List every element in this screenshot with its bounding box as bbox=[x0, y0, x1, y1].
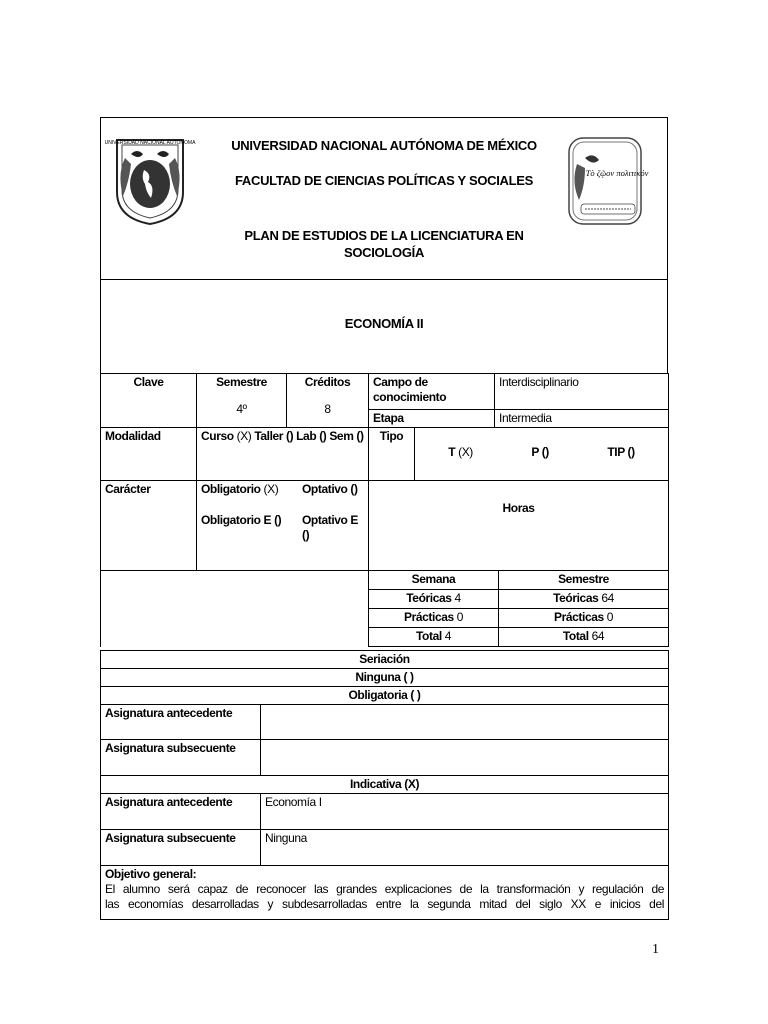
campo-label: Campo de conocimiento bbox=[369, 374, 495, 410]
etapa-value: Intermedia bbox=[495, 410, 669, 428]
semestre-label: Semestre bbox=[216, 375, 267, 389]
obl-subsecuente-value bbox=[261, 740, 669, 776]
course-info-table bbox=[100, 373, 669, 571]
ind-antecedente-value: Economía I bbox=[261, 794, 669, 830]
caracter-label: Carácter bbox=[101, 481, 197, 571]
plan-title-line2: SOCIOLOGÍA bbox=[343, 245, 425, 260]
faculty-name: FACULTAD DE CIENCIAS POLÍTICAS Y SOCIALES bbox=[234, 173, 534, 188]
modalidad-value: Curso (X) Taller () Lab () Sem () bbox=[197, 428, 369, 481]
objetivo-line2: las economías desarrolladas y subdesarrolladas entre la segunda mitad del siglo XX e inicios del bbox=[105, 897, 664, 911]
document-header bbox=[100, 117, 668, 279]
obl-antecedente-value bbox=[261, 705, 669, 740]
seriacion-indicativa: Indicativa (X) bbox=[101, 776, 669, 794]
practicas-semestre: Prácticas 0 bbox=[499, 609, 669, 628]
modalidad-label: Modalidad bbox=[101, 428, 197, 481]
seriacion-table bbox=[100, 650, 669, 920]
svg-text:UNIVERSIDAD NACIONAL AUTONOMA: UNIVERSIDAD NACIONAL AUTONOMA bbox=[104, 140, 196, 146]
seriacion-title: Seriación bbox=[101, 651, 669, 669]
creditos-value: 8 bbox=[324, 402, 331, 416]
page-number: 1 bbox=[652, 942, 659, 957]
obl-subsecuente-label: Asignatura subsecuente bbox=[101, 740, 261, 776]
ind-antecedente-label: Asignatura antecedente bbox=[101, 794, 261, 830]
ind-subsecuente-value: Ninguna bbox=[261, 830, 669, 866]
plan-title-line1: PLAN DE ESTUDIOS DE LA LICENCIATURA EN bbox=[244, 228, 524, 243]
course-title: ECONOMÍA II bbox=[344, 316, 424, 331]
semestre-cell bbox=[197, 374, 287, 428]
tipo-label: Tipo bbox=[369, 428, 415, 481]
tipo-t: T (X) bbox=[448, 445, 473, 459]
objetivo-cell bbox=[101, 866, 669, 920]
teoricas-semana: Teóricas 4 bbox=[369, 590, 499, 609]
seriacion-ninguna: Ninguna ( ) bbox=[101, 669, 669, 687]
hours-semestre-header: Semestre bbox=[499, 571, 669, 590]
ind-subsecuente-label: Asignatura subsecuente bbox=[101, 830, 261, 866]
teoricas-semestre: Teóricas 64 bbox=[499, 590, 669, 609]
seriacion-obligatoria: Obligatoria ( ) bbox=[101, 687, 669, 705]
hours-table bbox=[100, 570, 669, 647]
horas-label: Horas bbox=[369, 481, 669, 571]
semestre-value: 4º bbox=[236, 402, 247, 416]
tipo-tip: TIP () bbox=[607, 445, 635, 459]
obl-antecedente-label: Asignatura antecedente bbox=[101, 705, 261, 740]
clave-label: Clave bbox=[101, 374, 197, 428]
tipo-options bbox=[415, 428, 669, 481]
university-name: UNIVERSIDAD NACIONAL AUTÓNOMA DE MÉXICO bbox=[231, 138, 537, 153]
tipo-p: P () bbox=[531, 445, 549, 459]
hours-semana-header: Semana bbox=[369, 571, 499, 590]
fcpys-seal-icon bbox=[563, 134, 647, 229]
objetivo-label: Objetivo general: bbox=[105, 867, 197, 881]
modalidad-mark: (X) bbox=[236, 429, 252, 443]
total-semestre: Total 64 bbox=[499, 628, 669, 647]
practicas-semana: Prácticas 0 bbox=[369, 609, 499, 628]
objetivo-line1: El alumno será capaz de reconocer las grandes explicaciones de la transformación y regulación de bbox=[105, 882, 664, 896]
document-page bbox=[100, 117, 668, 920]
total-semana: Total 4 bbox=[369, 628, 499, 647]
course-title-box bbox=[100, 279, 668, 373]
caracter-value: Obligatorio (X) Optativo () Obligatorio E () Optativo E () bbox=[197, 481, 369, 571]
creditos-cell bbox=[287, 374, 369, 428]
campo-value: Interdisciplinario bbox=[495, 374, 669, 410]
etapa-label: Etapa bbox=[369, 410, 495, 428]
creditos-label: Créditos bbox=[304, 375, 351, 389]
seal-text: Tò ζῷον πολιτικόν bbox=[585, 168, 649, 178]
